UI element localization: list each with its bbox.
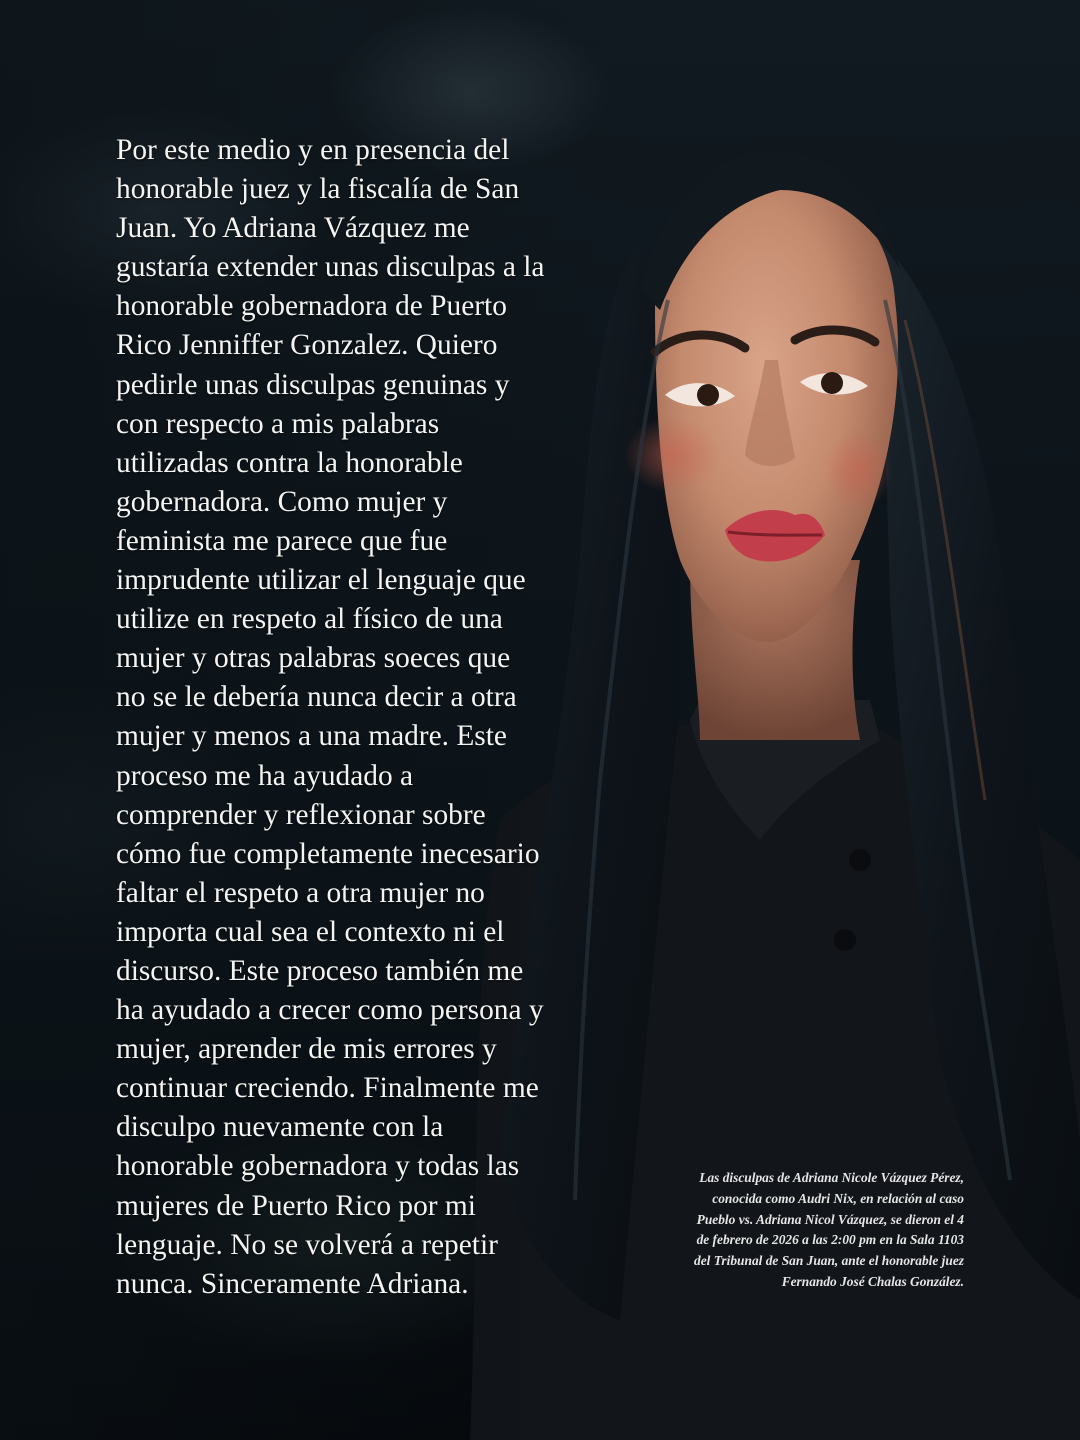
statement-line: mujer, aprender de mis errores y	[116, 1033, 497, 1066]
statement-line: Por este medio y en presencia del	[116, 134, 510, 166]
caption-line: Fernando José Chalas González.	[781, 1273, 964, 1289]
statement-line: mujer y otras palabras soeces que	[116, 642, 511, 675]
statement-line: utilize en respeto al físico de una	[116, 603, 503, 636]
apology-statement	[116, 131, 596, 1304]
statement-line: proceso me ha ayudado a	[116, 759, 414, 792]
statement-line: mujeres de Puerto Rico por mi	[116, 1189, 476, 1222]
statement-line: importa cual sea el contexto ni el	[116, 915, 505, 948]
statement-line: disculpo nuevamente con la	[116, 1111, 444, 1144]
statement-line: discurso. Este proceso también me	[116, 954, 524, 987]
caption-line: Pueblo vs. Adriana Nicol Vázquez, se dieron el 4	[696, 1211, 964, 1227]
statement-line: pedirle unas disculpas genuinas y	[116, 368, 510, 401]
statement-line: honorable juez y la fiscalía de San	[116, 173, 520, 206]
photo-caption	[624, 1168, 964, 1293]
statement-line: feminista me parece que fue	[116, 524, 448, 557]
statement-line: cómo fue completamente inecesario	[116, 837, 540, 870]
statement-line: comprender y reflexionar sobre	[116, 798, 486, 831]
statement-line: imprudente utilizar el lenguaje que	[116, 564, 526, 597]
statement-line: mujer y menos a una madre. Este	[116, 720, 507, 753]
statement-line: lenguaje. No se volverá a repetir	[116, 1228, 498, 1261]
statement-line: con respecto a mis palabras	[116, 407, 440, 440]
statement-line: faltar el respeto a otra mujer no	[116, 876, 485, 909]
statement-line: continuar creciendo. Finalmente me	[116, 1072, 539, 1105]
statement-line: utilizadas contra la honorable	[116, 446, 463, 479]
statement-line: nunca. Sinceramente Adriana.	[116, 1267, 469, 1300]
statement-line: ha ayudado a crecer como persona y	[116, 994, 544, 1027]
statement-line: Juan. Yo Adriana Vázquez me	[116, 212, 470, 245]
statement-line: Rico Jenniffer Gonzalez. Quiero	[116, 329, 498, 362]
caption-line: conocida como Audri Nix, en relación al caso	[712, 1190, 964, 1206]
statement-line: no se le debería nunca decir a otra	[116, 681, 517, 714]
statement-line: gobernadora. Como mujer y	[116, 485, 448, 518]
statement-line: gustaría extender unas disculpas a la	[116, 251, 545, 284]
caption-line: Las disculpas de Adriana Nicole Vázquez Pérez,	[699, 1170, 964, 1185]
caption-line: del Tribunal de San Juan, ante el honorable juez	[694, 1253, 964, 1269]
statement-line: honorable gobernadora de Puerto	[116, 290, 507, 323]
statement-line: honorable gobernadora y todas las	[116, 1150, 520, 1183]
caption-line: de febrero de 2026 a las 2:00 pm en la Sala 1103	[696, 1232, 964, 1248]
